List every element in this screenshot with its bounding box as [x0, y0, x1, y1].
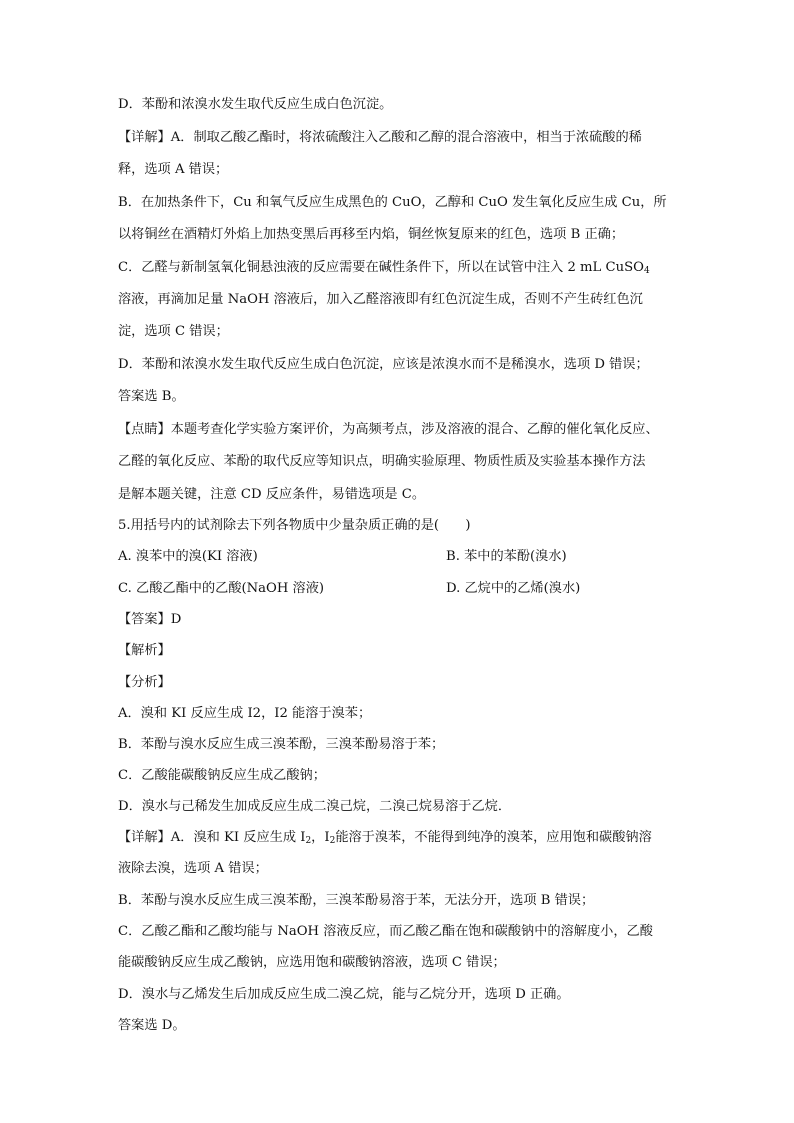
- text-line: 答案选 B。: [118, 389, 185, 404]
- text-run: C．乙醛与新制氢氧化铜悬浊液的反应需要在碱性条件下，所以在试管中注入 2 mL CuSO: [118, 260, 644, 275]
- text-run: ，I: [311, 830, 330, 845]
- fenxi-label: 【分析】: [118, 675, 171, 690]
- analysis-label: 【解析】: [118, 643, 171, 658]
- text-line: C．乙酸能碳酸钠反应生成乙酸钠；: [118, 768, 326, 783]
- option-d: D. 乙烷中的乙烯(溴水): [446, 581, 581, 596]
- text-line: D．溴水与己稀发生加成反应生成二溴己烷，二溴己烷易溶于乙烷．: [118, 799, 512, 814]
- text-line: 释，选项 A 错误；: [118, 162, 229, 177]
- text-line: 【详解】A．制取乙酸乙酯时，将浓硫酸注入乙酸和乙醇的混合溶液中，相当于浓硫酸的稀: [118, 130, 642, 145]
- text-line: 液除去溴，选项 A 错误；: [118, 861, 268, 876]
- text-line: 以将铜丝在酒精灯外焰上加热变黑后再移至内焰，铜丝恢复原来的红色，选项 B 正确；: [118, 227, 625, 242]
- text-run: 【详解】A．溴和 KI 反应生成 I: [118, 830, 306, 845]
- text-line: 是解本题关键，注意 CD 反应条件，易错选项是 C。: [118, 487, 426, 502]
- subscript: 4: [643, 266, 650, 276]
- text-line: B．苯酚与溴水反应生成三溴苯酚，三溴苯酚易溶于苯；: [118, 737, 445, 752]
- text-line: 淀，选项 C 错误；: [118, 324, 229, 339]
- text-line: 【点睛】本题考查化学实验方案评价，为高频考点，涉及溶液的混合、乙醇的催化氧化反应、: [118, 422, 659, 437]
- text-line: 溶液，再滴加足量 NaOH 溶液后，加入乙醛溶液即有红色沉淀生成，否则不产生砖红色沉: [118, 292, 643, 307]
- question-stem: 5.用括号内的试剂除去下列各物质中少量杂质正确的是( ): [118, 518, 471, 533]
- text-line: B．苯酚与溴水反应生成三溴苯酚，三溴苯酚易溶于苯，无法分开，选项 B 错误；: [118, 893, 595, 908]
- text-line: A．溴和 KI 反应生成 I2，I2 能溶于溴苯；: [118, 706, 372, 721]
- text-line: D．苯酚和浓溴水发生取代反应生成白色沉淀，应该是浓溴水而不是稀溴水，选项 D 错误；: [118, 357, 649, 372]
- option-c: C. 乙酸乙酯中的乙酸(NaOH 溶液): [118, 581, 325, 596]
- subscript: 2: [329, 836, 336, 846]
- option-b: B. 苯中的苯酚(溴水): [446, 549, 567, 564]
- subscript: 2: [305, 836, 312, 846]
- text-line: B．在加热条件下，Cu 和氧气反应生成黑色的 CuO，乙醇和 CuO 发生氧化反应生成 Cu，所: [118, 195, 667, 210]
- text-line: [118, 829, 652, 850]
- text-line: C．乙酸乙酯和乙酸均能与 NaOH 溶液反应，而乙酸乙酯在饱和碳酸钠中的溶解度小，乙酸: [118, 924, 653, 939]
- text-run: 能溶于溴苯，不能得到纯净的溴苯，应用饱和碳酸钠溶: [335, 830, 652, 845]
- answer-label: 【答案】D: [118, 612, 182, 627]
- text-line: 乙醛的氧化反应、苯酚的取代反应等知识点，明确实验原理、物质性质及实验基本操作方法: [118, 454, 646, 469]
- text-line: [118, 259, 650, 280]
- text-line: 能碳酸钠反应生成乙酸钠，应选用饱和碳酸钠溶液，选项 C 错误；: [118, 955, 506, 970]
- text-line: D．溴水与乙烯发生后加成反应生成二溴乙烷，能与乙烷分开，选项 D 正确。: [118, 987, 570, 1002]
- text-line: D．苯酚和浓溴水发生取代反应生成白色沉淀。: [118, 97, 393, 112]
- option-a: A. 溴苯中的溴(KI 溶液): [118, 549, 258, 564]
- text-line: 答案选 D。: [118, 1018, 186, 1033]
